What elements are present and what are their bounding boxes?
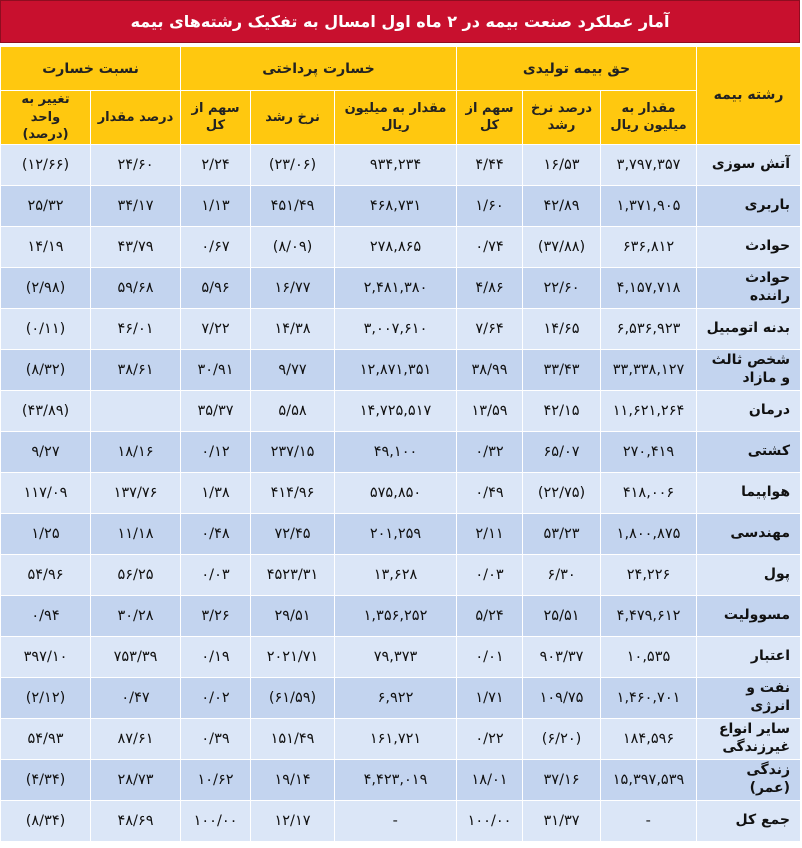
- claims-growth-cell: ۹/۷۷: [251, 349, 335, 390]
- premium-share-cell: ۴/۴۴: [457, 144, 523, 185]
- claims-share-cell: ۲/۲۴: [181, 144, 251, 185]
- premium-growth-cell: ۲۵/۵۱: [523, 595, 601, 636]
- premium-growth-cell: (۳۷/۸۸): [523, 226, 601, 267]
- claims-share-cell: ۰/۰۳: [181, 554, 251, 595]
- claims-growth-cell: ۱۴/۳۸: [251, 308, 335, 349]
- ratio-change-cell: (۲/۱۲): [1, 677, 91, 718]
- group-header-claims: خسارت پرداختی: [181, 47, 457, 91]
- premium-share-cell: ۴/۸۶: [457, 267, 523, 308]
- premium-amount-cell: ۱,۴۶۰,۷۰۱: [601, 677, 697, 718]
- claims-growth-cell: (۸/۰۹): [251, 226, 335, 267]
- premium-share-cell: ۰/۷۴: [457, 226, 523, 267]
- claims-amount-cell: ۲,۴۸۱,۳۸۰: [335, 267, 457, 308]
- col-header-ratio-percent: درصد مقدار: [91, 91, 181, 145]
- claims-share-cell: ۳۰/۹۱: [181, 349, 251, 390]
- claims-growth-cell: ۴۵۲۳/۳۱: [251, 554, 335, 595]
- ratio-change-cell: (۲/۹۸): [1, 267, 91, 308]
- premium-share-cell: ۱۰۰/۰۰: [457, 800, 523, 841]
- ratio-percent-cell: ۴۳/۷۹: [91, 226, 181, 267]
- premium-amount-cell: ۶,۵۳۶,۹۲۳: [601, 308, 697, 349]
- col-header-ratio-change: تغییر به واحد (درصد): [1, 91, 91, 145]
- claims-amount-cell: ۳,۰۰۷,۶۱۰: [335, 308, 457, 349]
- claims-amount-cell: ۷۹,۳۷۳: [335, 636, 457, 677]
- table-row: [1, 677, 801, 718]
- row-name-cell: درمان: [697, 390, 801, 431]
- table-row: [1, 390, 801, 431]
- premium-growth-cell: ۱۴/۶۵: [523, 308, 601, 349]
- premium-amount-cell: ۱,۳۷۱,۹۰۵: [601, 185, 697, 226]
- ratio-change-cell: (۴/۳۴): [1, 759, 91, 800]
- table-body: [1, 144, 801, 841]
- row-name-cell: مسوولیت: [697, 595, 801, 636]
- ratio-change-cell: (۸/۳۴): [1, 800, 91, 841]
- table-row: [1, 472, 801, 513]
- premium-growth-cell: ۶۵/۰۷: [523, 431, 601, 472]
- ratio-change-cell: ۲۵/۳۲: [1, 185, 91, 226]
- ratio-change-cell: ۳۹۷/۱۰: [1, 636, 91, 677]
- premium-share-cell: ۰/۰۱: [457, 636, 523, 677]
- premium-share-cell: ۰/۲۲: [457, 718, 523, 759]
- group-header-premium: حق بیمه تولیدی: [457, 47, 697, 91]
- premium-amount-cell: ۱۰,۵۳۵: [601, 636, 697, 677]
- insurance-stats-table: [0, 46, 801, 842]
- ratio-percent-cell: ۲۸/۷۳: [91, 759, 181, 800]
- ratio-percent-cell: ۳۰/۲۸: [91, 595, 181, 636]
- row-name-cell: جمع کل: [697, 800, 801, 841]
- row-name-cell: شخص ثالث و مازاد: [697, 349, 801, 390]
- premium-share-cell: ۰/۴۹: [457, 472, 523, 513]
- claims-share-cell: ۱۰/۶۲: [181, 759, 251, 800]
- ratio-percent-cell: ۳۸/۶۱: [91, 349, 181, 390]
- premium-amount-cell: ۲۷۰,۴۱۹: [601, 431, 697, 472]
- ratio-change-cell: ۱/۲۵: [1, 513, 91, 554]
- claims-share-cell: ۱۰۰/۰۰: [181, 800, 251, 841]
- row-name-cell: حوادث راننده: [697, 267, 801, 308]
- ratio-change-cell: ۵۴/۹۶: [1, 554, 91, 595]
- ratio-percent-cell: ۷۵۳/۳۹: [91, 636, 181, 677]
- premium-growth-cell: ۹۰۳/۳۷: [523, 636, 601, 677]
- claims-amount-cell: ۲۰۱,۲۵۹: [335, 513, 457, 554]
- claims-share-cell: ۳/۲۶: [181, 595, 251, 636]
- claims-share-cell: ۷/۲۲: [181, 308, 251, 349]
- ratio-change-cell: ۱۴/۱۹: [1, 226, 91, 267]
- ratio-change-cell: (۴۳/۸۹): [1, 390, 91, 431]
- table-row: [1, 513, 801, 554]
- claims-share-cell: ۵/۹۶: [181, 267, 251, 308]
- ratio-percent-cell: ۵۹/۶۸: [91, 267, 181, 308]
- row-name-cell: هواپیما: [697, 472, 801, 513]
- row-name-cell: کشتی: [697, 431, 801, 472]
- claims-growth-cell: (۶۱/۵۹): [251, 677, 335, 718]
- table-row: [1, 554, 801, 595]
- col-header-claims-growth: نرخ رشد: [251, 91, 335, 145]
- ratio-percent-cell: ۱۳۷/۷۶: [91, 472, 181, 513]
- premium-amount-cell: ۱,۸۰۰,۸۷۵: [601, 513, 697, 554]
- table-row: [1, 636, 801, 677]
- claims-share-cell: ۱/۱۳: [181, 185, 251, 226]
- premium-amount-cell: ۴,۱۵۷,۷۱۸: [601, 267, 697, 308]
- row-name-cell: بدنه اتومبیل: [697, 308, 801, 349]
- claims-amount-cell: ۴,۴۲۳,۰۱۹: [335, 759, 457, 800]
- claims-amount-cell: ۱۲,۸۷۱,۳۵۱: [335, 349, 457, 390]
- claims-growth-cell: ۴۵۱/۴۹: [251, 185, 335, 226]
- premium-amount-cell: ۱۵,۳۹۷,۵۳۹: [601, 759, 697, 800]
- row-name-cell: اعتبار: [697, 636, 801, 677]
- premium-amount-cell: ۲۴,۲۲۶: [601, 554, 697, 595]
- ratio-percent-cell: ۰/۴۷: [91, 677, 181, 718]
- ratio-percent-cell: ۲۴/۶۰: [91, 144, 181, 185]
- claims-amount-cell: ۱۳,۶۲۸: [335, 554, 457, 595]
- claims-share-cell: ۰/۴۸: [181, 513, 251, 554]
- premium-growth-cell: ۴۲/۸۹: [523, 185, 601, 226]
- col-header-premium-growth: درصد نرخ رشد: [523, 91, 601, 145]
- claims-growth-cell: ۱۲/۱۷: [251, 800, 335, 841]
- claims-amount-cell: ۶,۹۲۲: [335, 677, 457, 718]
- premium-growth-cell: ۱۶/۵۳: [523, 144, 601, 185]
- premium-share-cell: ۱۸/۰۱: [457, 759, 523, 800]
- table-row: [1, 800, 801, 841]
- premium-growth-cell: ۳۱/۳۷: [523, 800, 601, 841]
- col-header-premium-amount: مقدار به میلیون ریال: [601, 91, 697, 145]
- claims-growth-cell: ۴۱۴/۹۶: [251, 472, 335, 513]
- claims-growth-cell: ۲۳۷/۱۵: [251, 431, 335, 472]
- table-row: [1, 308, 801, 349]
- claims-growth-cell: ۲۹/۵۱: [251, 595, 335, 636]
- table-row: [1, 144, 801, 185]
- ratio-percent-cell: [91, 390, 181, 431]
- premium-share-cell: ۰/۳۲: [457, 431, 523, 472]
- row-name-cell: آتش سوزی: [697, 144, 801, 185]
- claims-amount-cell: ۵۷۵,۸۵۰: [335, 472, 457, 513]
- premium-growth-cell: ۴۲/۱۵: [523, 390, 601, 431]
- claims-growth-cell: ۱۶/۷۷: [251, 267, 335, 308]
- claims-share-cell: ۰/۱۹: [181, 636, 251, 677]
- ratio-percent-cell: ۸۷/۶۱: [91, 718, 181, 759]
- claims-amount-cell: ۱,۳۵۶,۲۵۲: [335, 595, 457, 636]
- row-name-cell: باربری: [697, 185, 801, 226]
- premium-growth-cell: (۲۲/۷۵): [523, 472, 601, 513]
- col-header-claims-amount: مقدار به میلیون ریال: [335, 91, 457, 145]
- table-row: [1, 226, 801, 267]
- premium-amount-cell: ۱۸۴,۵۹۶: [601, 718, 697, 759]
- premium-share-cell: ۱/۶۰: [457, 185, 523, 226]
- ratio-change-cell: ۰/۹۴: [1, 595, 91, 636]
- claims-share-cell: ۰/۰۲: [181, 677, 251, 718]
- table-row: [1, 431, 801, 472]
- claims-growth-cell: ۱۵۱/۴۹: [251, 718, 335, 759]
- premium-share-cell: ۰/۰۳: [457, 554, 523, 595]
- premium-growth-cell: ۲۲/۶۰: [523, 267, 601, 308]
- claims-amount-cell: -: [335, 800, 457, 841]
- claims-share-cell: ۰/۳۹: [181, 718, 251, 759]
- claims-share-cell: ۰/۱۲: [181, 431, 251, 472]
- claims-amount-cell: ۴۹,۱۰۰: [335, 431, 457, 472]
- ratio-change-cell: (۱۲/۶۶): [1, 144, 91, 185]
- ratio-percent-cell: ۱۱/۱۸: [91, 513, 181, 554]
- table-row: [1, 349, 801, 390]
- claims-share-cell: ۳۵/۳۷: [181, 390, 251, 431]
- col-header-claims-share: سهم از کل: [181, 91, 251, 145]
- ratio-percent-cell: ۵۶/۲۵: [91, 554, 181, 595]
- premium-amount-cell: ۶۳۶,۸۱۲: [601, 226, 697, 267]
- claims-share-cell: ۱/۳۸: [181, 472, 251, 513]
- premium-share-cell: ۷/۶۴: [457, 308, 523, 349]
- premium-growth-cell: (۶/۲۰): [523, 718, 601, 759]
- row-name-cell: زندگی (عمر): [697, 759, 801, 800]
- row-name-cell: پول: [697, 554, 801, 595]
- table-row: [1, 267, 801, 308]
- ratio-percent-cell: ۱۸/۱۶: [91, 431, 181, 472]
- ratio-change-cell: (۸/۳۲): [1, 349, 91, 390]
- ratio-change-cell: ۹/۲۷: [1, 431, 91, 472]
- premium-share-cell: ۱/۷۱: [457, 677, 523, 718]
- claims-amount-cell: ۱۶۱,۷۲۱: [335, 718, 457, 759]
- claims-growth-cell: (۲۳/۰۶): [251, 144, 335, 185]
- premium-amount-cell: ۳,۷۹۷,۳۵۷: [601, 144, 697, 185]
- claims-growth-cell: ۷۲/۴۵: [251, 513, 335, 554]
- premium-growth-cell: ۶/۳۰: [523, 554, 601, 595]
- claims-share-cell: ۰/۶۷: [181, 226, 251, 267]
- claims-growth-cell: ۱۹/۱۴: [251, 759, 335, 800]
- table-row: [1, 185, 801, 226]
- row-name-cell: حوادث: [697, 226, 801, 267]
- premium-amount-cell: ۳۳,۳۳۸,۱۲۷: [601, 349, 697, 390]
- premium-amount-cell: -: [601, 800, 697, 841]
- claims-amount-cell: ۱۴,۷۲۵,۵۱۷: [335, 390, 457, 431]
- premium-amount-cell: ۱۱,۶۲۱,۲۶۴: [601, 390, 697, 431]
- premium-growth-cell: ۳۳/۴۳: [523, 349, 601, 390]
- row-name-cell: نفت و انرژی: [697, 677, 801, 718]
- ratio-percent-cell: ۴۶/۰۱: [91, 308, 181, 349]
- premium-share-cell: ۵/۲۴: [457, 595, 523, 636]
- ratio-change-cell: (۰/۱۱): [1, 308, 91, 349]
- premium-share-cell: ۱۳/۵۹: [457, 390, 523, 431]
- ratio-change-cell: ۱۱۷/۰۹: [1, 472, 91, 513]
- premium-amount-cell: ۴۱۸,۰۰۶: [601, 472, 697, 513]
- claims-amount-cell: ۴۶۸,۷۳۱: [335, 185, 457, 226]
- col-header-premium-share: سهم از کل: [457, 91, 523, 145]
- ratio-change-cell: ۵۴/۹۳: [1, 718, 91, 759]
- claims-growth-cell: ۲۰۲۱/۷۱: [251, 636, 335, 677]
- row-name-cell: سایر انواع غیرزندگی: [697, 718, 801, 759]
- table-title: آمار عملکرد صنعت بیمه در ۲ ماه اول امسال به تفکیک رشته‌های بیمه: [0, 0, 800, 43]
- ratio-percent-cell: ۳۴/۱۷: [91, 185, 181, 226]
- claims-amount-cell: ۲۷۸,۸۶۵: [335, 226, 457, 267]
- group-header-loss-ratio: نسبت خسارت: [1, 47, 181, 91]
- claims-growth-cell: ۵/۵۸: [251, 390, 335, 431]
- table-row: [1, 759, 801, 800]
- table-row: [1, 595, 801, 636]
- table-row: [1, 718, 801, 759]
- premium-share-cell: ۲/۱۱: [457, 513, 523, 554]
- premium-growth-cell: ۱۰۹/۷۵: [523, 677, 601, 718]
- premium-amount-cell: ۴,۴۷۹,۶۱۲: [601, 595, 697, 636]
- row-label-header: رشته بیمه: [697, 47, 801, 145]
- premium-growth-cell: ۵۳/۲۳: [523, 513, 601, 554]
- row-name-cell: مهندسی: [697, 513, 801, 554]
- ratio-percent-cell: ۴۸/۶۹: [91, 800, 181, 841]
- claims-amount-cell: ۹۳۴,۲۳۴: [335, 144, 457, 185]
- premium-share-cell: ۳۸/۹۹: [457, 349, 523, 390]
- premium-growth-cell: ۳۷/۱۶: [523, 759, 601, 800]
